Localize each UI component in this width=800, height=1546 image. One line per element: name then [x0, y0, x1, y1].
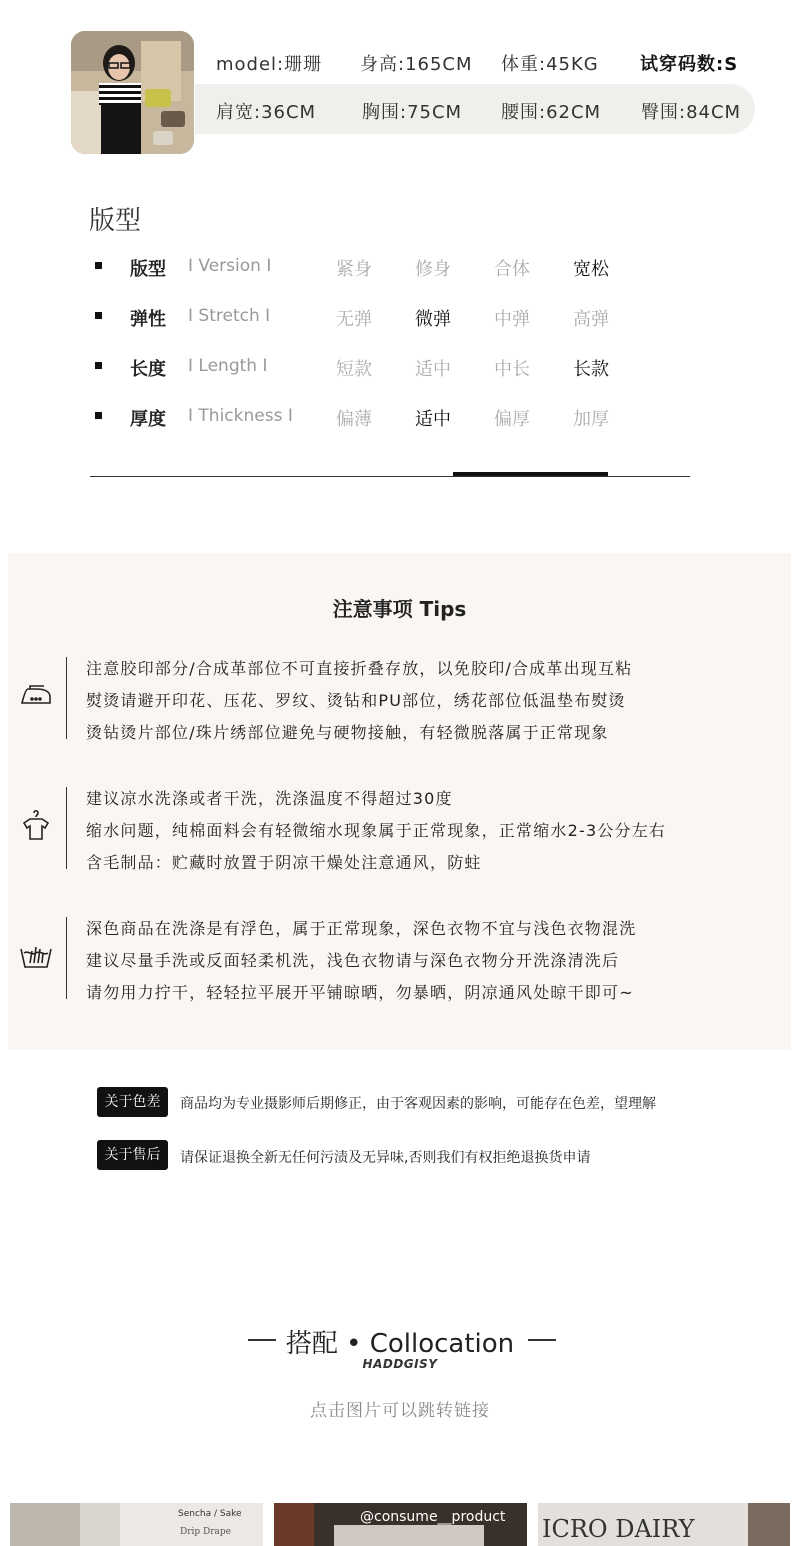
after-sales-text: 请保证退换全新无任何污渍及无异味,否则我们有权拒绝退换货申请: [180, 1150, 591, 1166]
model-bust: 胸围:75CM: [362, 102, 463, 123]
tip-line: 注意胶印部分/合成革部位不可直接折叠存放，以免胶印/合成革出现互粘: [86, 659, 633, 678]
tip-line: 建议凉水洗涤或者干洗，洗涤温度不得超过30度: [86, 789, 453, 808]
tip-line: 建议尽量手洗或反面轻柔机洗，浅色衣物请与深色衣物分开洗涤清洗后: [86, 951, 620, 970]
fit-option: 紧身: [336, 259, 372, 280]
fit-row-length: [90, 352, 690, 382]
model-stats-row-2: [195, 84, 755, 134]
collocation-thumbnail-1[interactable]: [10, 1503, 263, 1546]
watermark: @consume__product: [360, 1509, 506, 1525]
tip-group-washing: [8, 783, 791, 873]
fit-option: 偏厚: [494, 409, 530, 430]
bullet: [95, 412, 102, 419]
store-sign: Drip Drape: [180, 1527, 231, 1537]
fit-label: 长度: [130, 359, 166, 380]
store-sign: Sencha / Sake: [178, 1509, 242, 1519]
fit-option: 高弹: [573, 309, 609, 330]
tip-line: 请勿用力拧干，轻轻拉平展开平铺晾晒，勿暴晒，阴凉通风处晾干即可~: [86, 983, 634, 1002]
store-sign: ICRO DAIRY: [542, 1515, 695, 1543]
tip-line: 熨烫请避开印花、压花、罗纹、烫钻和PU部位，绣花部位低温垫布熨烫: [86, 691, 626, 710]
collocation-hint: 点击图片可以跳转链接: [310, 1401, 490, 1421]
fit-option-selected: 长款: [573, 359, 609, 380]
tip-divider: [66, 657, 67, 739]
bullet: [95, 262, 102, 269]
fit-option: 合体: [494, 259, 530, 280]
tip-group-handwash: [8, 913, 791, 1003]
fit-row-version: [90, 252, 690, 282]
fit-option: 偏薄: [336, 409, 372, 430]
fit-option: 修身: [415, 259, 451, 280]
collocation-thumbnail-2[interactable]: [274, 1503, 527, 1546]
fit-option: 无弹: [336, 309, 372, 330]
model-shoulder: 肩宽:36CM: [216, 102, 317, 123]
model-stats-row-1: [195, 36, 755, 86]
fit-option-selected: 微弹: [415, 309, 451, 330]
model-weight: 体重:45KG: [501, 54, 599, 75]
fit-row-thickness: [90, 402, 690, 432]
after-sales-badge: 关于售后: [97, 1140, 168, 1170]
fit-option-selected: 宽松: [573, 259, 609, 280]
model-try-size: 试穿码数:S: [640, 54, 739, 75]
fit-label-en: I Length I: [188, 356, 268, 376]
divider: [90, 476, 690, 477]
model-hip: 臀围:84CM: [641, 102, 742, 123]
fit-option: 适中: [415, 359, 451, 380]
fit-option-selected: 适中: [415, 409, 451, 430]
fit-option: 加厚: [573, 409, 609, 430]
color-difference-badge: 关于色差: [97, 1087, 168, 1117]
collocation-title: 搭配 • Collocation: [285, 1329, 515, 1359]
tip-line: 含毛制品：贮藏时放置于阴凉干燥处注意通风，防蛀: [86, 853, 482, 872]
tips-title: 注意事项 Tips: [332, 597, 467, 621]
fit-option: 中弹: [494, 309, 530, 330]
color-difference-text: 商品均为专业摄影师后期修正，由于客观因素的影响，可能存在色差，望理解: [180, 1096, 656, 1112]
tip-line: 缩水问题，纯棉面料会有轻微缩水现象属于正常现象，正常缩水2-3公分左右: [86, 821, 667, 840]
bullet: [95, 362, 102, 369]
fit-label-en: I Stretch I: [188, 306, 271, 326]
tip-line: 烫钻烫片部位/珠片绣部位避免与硬物接触，有轻微脱落属于正常现象: [86, 723, 609, 742]
fit-option: 短款: [336, 359, 372, 380]
iron-icon: [18, 677, 54, 713]
divider-accent: [453, 472, 608, 476]
collocation-thumbnail-3[interactable]: [538, 1503, 790, 1546]
bullet: [95, 312, 102, 319]
model-name: model:珊珊: [216, 54, 323, 75]
fit-label-en: I Thickness I: [188, 406, 293, 426]
tip-divider: [66, 787, 67, 869]
hanger-shirt-icon: [18, 807, 54, 843]
hand-wash-icon: [18, 937, 54, 973]
fit-option: 中长: [494, 359, 530, 380]
fit-label-en: I Version I: [188, 256, 272, 276]
model-height: 身高:165CM: [360, 54, 473, 75]
model-avatar: [71, 31, 194, 154]
fit-label: 厚度: [130, 409, 166, 430]
tip-group-ironing: [8, 653, 791, 743]
fit-label: 弹性: [130, 309, 166, 330]
fit-row-stretch: [90, 302, 690, 332]
tip-line: 深色商品在洗涤是有浮色，属于正常现象，深色衣物不宜与浅色衣物混洗: [86, 919, 637, 938]
tip-divider: [66, 917, 67, 999]
model-waist: 腰围:62CM: [501, 102, 602, 123]
tips-panel: [8, 553, 791, 1050]
collocation-brand: HADDGISY: [362, 1357, 438, 1371]
fit-section-title: 版型: [89, 206, 142, 236]
fit-label: 版型: [130, 259, 166, 280]
